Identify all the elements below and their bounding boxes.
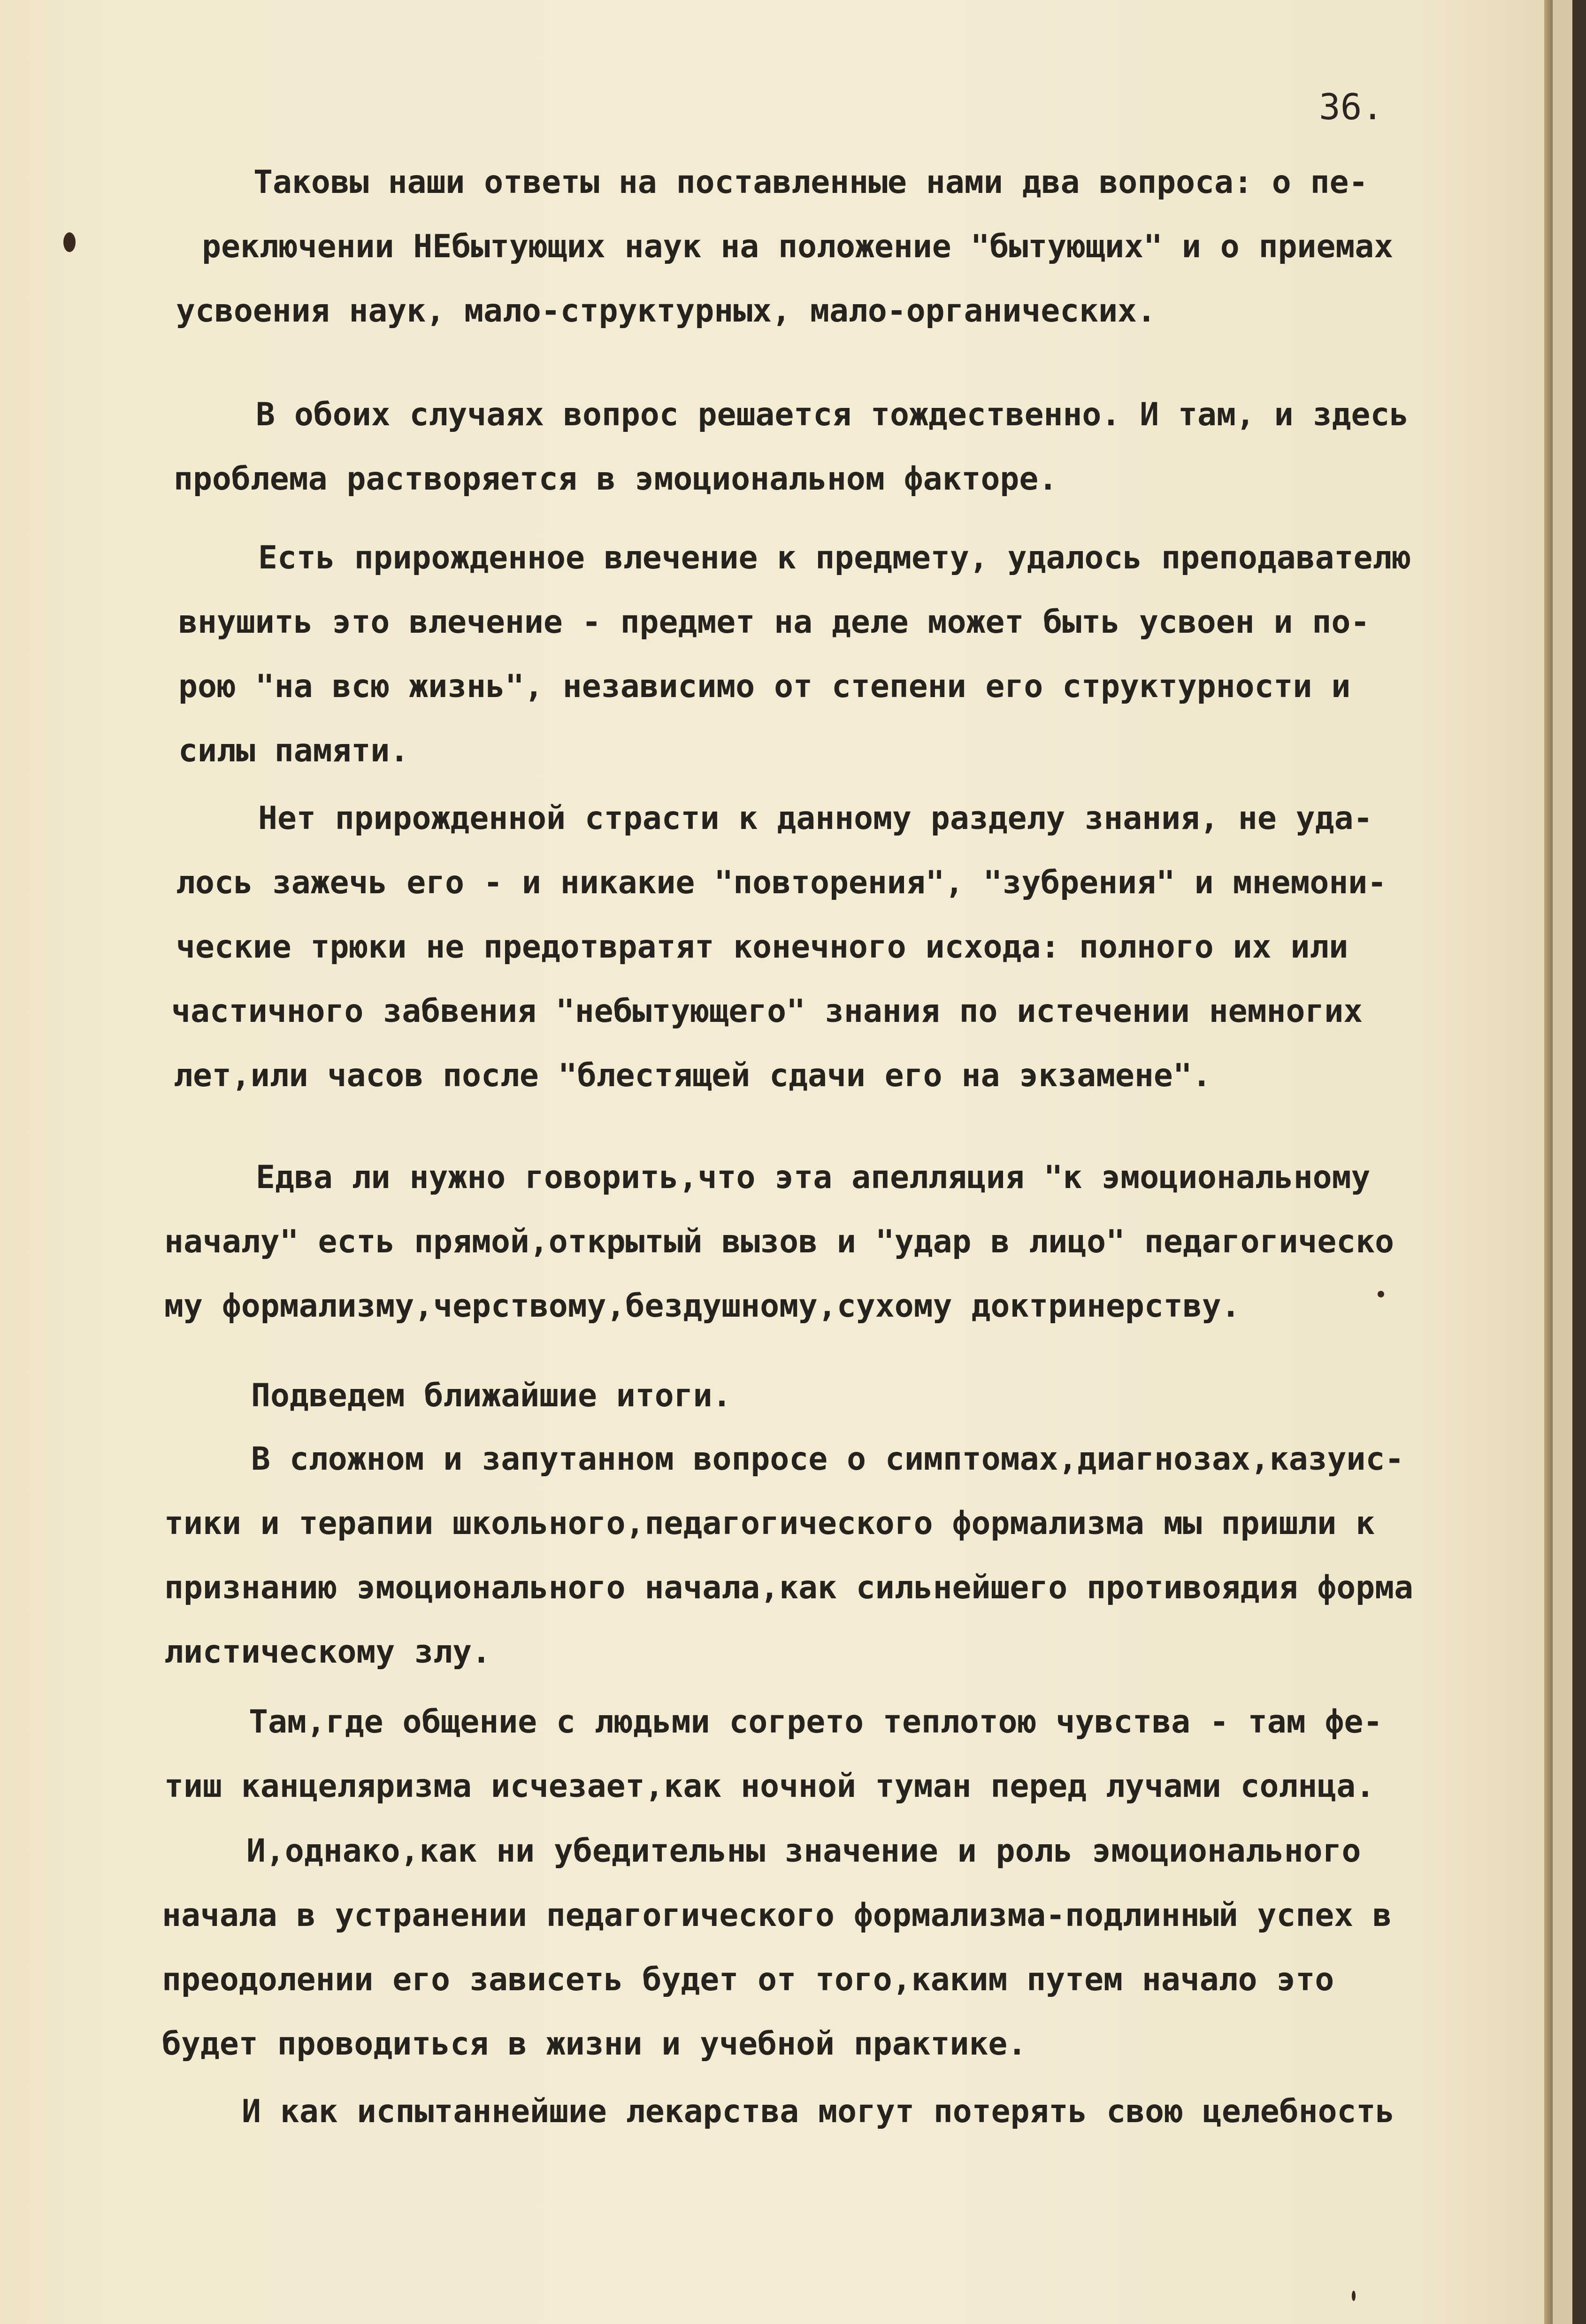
paragraph-8 [164, 1690, 1383, 1818]
text-line: лет,или часов после "блестящей сдачи его на экзамене". [174, 1057, 1211, 1094]
text-line: Едва ли нужно говорить,что эта апелляция "к эмоциональному [256, 1159, 1371, 1196]
text-line: будет проводиться в жизни и учебной практике. [162, 2025, 1027, 2063]
text-line: Есть прирожденное влечение к предмету, удалось преподавателю [258, 539, 1411, 576]
text-line: Таковы наши ответы на поставленные нами два вопроса: о пе- [253, 164, 1368, 201]
text-line: лось зажечь его - и никакие "повторения", "зубрения" и мнемони- [176, 864, 1387, 901]
text-line: В сложном и запутанном вопросе о симптомах,диагнозах,казуис- [251, 1441, 1404, 1478]
text-line: Там,где общение с людьми согрето теплотою чувства - там фе- [249, 1703, 1383, 1741]
text-line: И,однако,как ни убедительны значение и роль эмоционального [246, 1833, 1361, 1870]
text-line: ческие трюки не предотвратят конечного исхода: полного их или [176, 928, 1348, 966]
paragraph-4 [171, 786, 1387, 1108]
paragraph-3 [178, 526, 1411, 783]
text-line: началу" есть прямой,открытый вызов и "удар в лицо" педагогическо [164, 1223, 1394, 1260]
text-line: В обоих случаях вопрос решается тождественно. И там, и здесь [256, 396, 1409, 433]
text-line: усвоения наук, мало-структурных, мало-органических. [176, 292, 1156, 330]
paragraph-7 [164, 1427, 1414, 1684]
text-line: силы памяти. [178, 732, 409, 769]
text-line: му формализму,черствому,бездушному,сухому доктринерству. [164, 1288, 1241, 1325]
text-line: рою "на всю жизнь", независимо от степени его структурности и [178, 668, 1351, 705]
ink-dot [1378, 1291, 1384, 1297]
text-line: начала в устранении педагогического формализма-подлинный успех в [162, 1897, 1392, 1934]
paragraph-9 [162, 1819, 1392, 2076]
text-line: И как испытаннейшие лекарства могут потерять свою целебность [242, 2093, 1395, 2130]
text-line: реключении НЕбытующих наук на положение "бытующих" и о приемах [202, 228, 1394, 265]
text-line: тиш канцеляризма исчезает,как ночной туман перед лучами солнца. [164, 1768, 1375, 1805]
paragraph-6 [251, 1364, 732, 1428]
page-number: 36. [1319, 86, 1384, 128]
text-line: Нет прирожденной страсти к данному разделу знания, не уда- [258, 800, 1373, 837]
text-line: листическому злу. [164, 1634, 491, 1671]
ink-mark [1352, 2291, 1356, 2301]
paragraph-5 [164, 1145, 1394, 1338]
text-line: преодолении его зависеть будет от того,каким путем начало это [162, 1961, 1334, 1998]
ink-blot [63, 232, 76, 252]
paragraph-2 [174, 383, 1409, 511]
sheet-edge [1544, 0, 1553, 2324]
text-line: Подведем ближайшие итоги. [251, 1377, 732, 1414]
text-line: частичного забвения "небытующего" знания по истечении немногих [171, 993, 1363, 1030]
paragraph-10 [242, 2079, 1394, 2144]
text-line: внушить это влечение - предмет на деле может быть усвоен и по- [178, 604, 1370, 641]
text-line: проблема растворяется в эмоциональном факторе. [174, 460, 1058, 498]
text-line: признанию эмоционального начала,как сильнейшего противоядия форма [164, 1569, 1414, 1606]
paragraph-1 [176, 150, 1394, 343]
text-line: тики и терапии школьного,педагогического формализма мы пришли к [164, 1505, 1375, 1542]
